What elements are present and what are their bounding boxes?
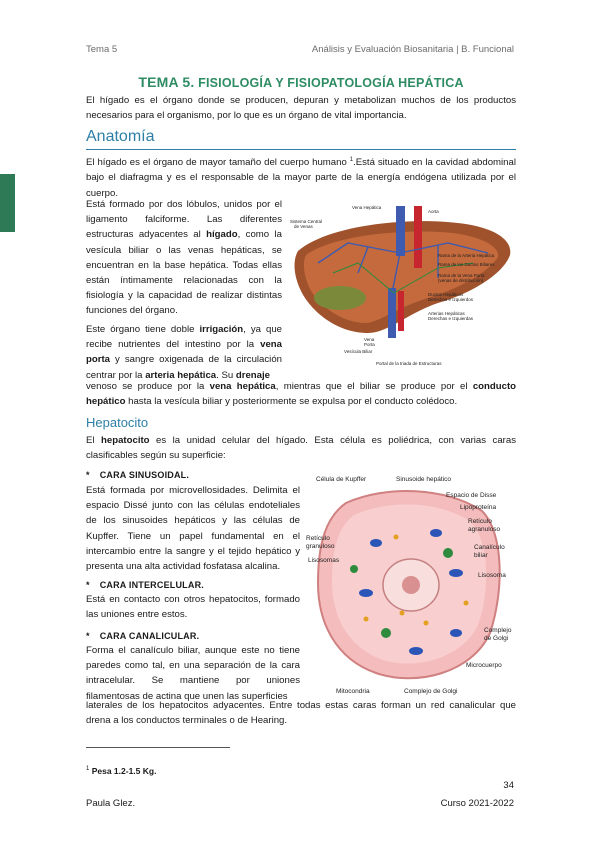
- header-right: Análisis y Evaluación Biosanitaria | B. Funcional: [311, 44, 514, 55]
- footnote: $^1$ Pesa 1.2-1.5 Kg.: [86, 766, 157, 776]
- intro-paragraph: El hígado es el órgano donde se producen, depuran y metabolizan muchos de los productos necesarios para el organismo, por lo que es un órgano de vital importancia.: [86, 95, 516, 122]
- footnote-ref[interactable]: 1: [349, 157, 354, 163]
- label-sistema-central: Sistema Central: [290, 219, 323, 224]
- footer-author: Paula Glez.: [86, 798, 136, 809]
- header-left: Tema 5: [86, 44, 118, 55]
- section-heading-anatomia: Anatomía: [86, 128, 155, 145]
- label-vesicula: Vesícula Biliar: [344, 349, 373, 354]
- label-golgi-bottom: Complejo de Golgi: [404, 688, 458, 695]
- label-reticulo-gr-2: granuloso: [306, 543, 335, 550]
- label-canaliculo-2: biliar: [474, 552, 488, 559]
- label-microcuerpo: Microcuerpo: [466, 662, 502, 669]
- label-mitocondria: Mitocondria: [336, 688, 370, 695]
- label-lipoproteina: Lipoproteína: [460, 504, 497, 511]
- label-lisosoma: Lisosoma: [478, 572, 506, 579]
- section-heading-rule: [86, 149, 516, 150]
- anatomia-paragraph-3-cont: venoso se produce por la vena hepática, mientras que el biliar se produce por el conducto hepático hasta la vesícula biliar y posteriormente se expulsa por el conducto colédoco.: [86, 381, 517, 408]
- anatomia-paragraph-2: Está formado por dos lóbulos, unidos por el ligamento falciforme. Las diferentes estructuras adyacentes al hígado, como la vesícula biliar o las venas hepáticas, se encuentran en la base hepática. Todas ellas están íntimamente relacionadas con la fisiología y la capacidad de realizar distintas funciones del órgano.: [86, 199, 282, 317]
- label-vena-porta-2: Porta: [364, 342, 375, 347]
- title-rest: FISIOLOGÍA Y FISIOPATOLOGÍA HEPÁTICA: [198, 76, 464, 90]
- cara-sinusoidal-text: Está formada por microvellosidades. Delimita el espacio Dissé junto con las células endoteliales de los sinusoides hepáticos y las células de Kupffer. Tiene un papel fundamental en el intercambio entre la sangre y el tejido hepático y presenta una alta actividad fosfatasa alcalina.: [86, 485, 300, 573]
- title-lead: TEMA 5.: [138, 74, 195, 90]
- label-reticulo-agr-2: agranuloso: [468, 526, 501, 533]
- label-ductos: Ductos Hepáticos: [428, 292, 464, 297]
- label-lisosomas: Lisosomas: [308, 557, 340, 564]
- section-heading-hepatocito: Hepatocito: [86, 415, 149, 430]
- label-sinusoide: Sinusoide hepático: [396, 476, 451, 483]
- cara-canalicular-text: Forma el canalículo biliar, aunque este no tiene paredes como tal, en una separación de la cara intracelular. Se mantiene por uniones filamentosas de actina que unen las superficies: [86, 645, 300, 702]
- footer-course: Curso 2021-2022: [440, 798, 514, 809]
- label-arterias-2: Derechas e Izquierdas: [428, 316, 474, 321]
- label-venas-distrib: (venas de distribución): [438, 278, 484, 283]
- label-rama-arteria: Rama de la Arteria Hepática: [438, 253, 495, 258]
- anatomia-paragraph-1: El hígado es el órgano de mayor tamaño del cuerpo humano $^1$.Está situado en la cavidad abdominal bajo el diafragma y es el responsable de la mayor parte de la energía endógena utilizada por el cuerpo.: [86, 157, 516, 199]
- liver-anatomy-figure: [288, 203, 520, 371]
- label-golgi-right-2: de Golgi: [484, 635, 509, 642]
- page-title: [86, 74, 516, 90]
- label-de-venas: de Venas: [294, 224, 313, 229]
- label-rama-ductos: Rama de los Ductos Biliares: [438, 262, 495, 267]
- label-kupffer: Célula de Kupffer: [316, 476, 367, 483]
- cara-canalicular-text-cont: laterales de los hepatocitos adyacentes. Entre todas estas caras forman un red canalicular que drena a los conductos terminales o de Hearing.: [86, 700, 516, 727]
- label-rama-porta: Rama de la Vena Porta: [438, 273, 485, 278]
- anatomia-paragraph-3: Este órgano tiene doble irrigación, ya que recibe nutrientes del intestino por la vena porta y sangre oxigenada de la circulación centrar por la arteria hepática. Su drenaje: [86, 324, 283, 381]
- cara-intercelular-heading: * CARA INTERCELULAR.: [86, 580, 204, 590]
- page-number: 34: [503, 780, 514, 791]
- label-vena-hepatica: Vena Hepática: [352, 205, 382, 210]
- label-golgi-right-1: Complejo: [484, 627, 512, 634]
- label-portal: Portal de la triada de Estructuras: [376, 361, 442, 366]
- hepatocyte-figure: [306, 473, 520, 697]
- cara-canalicular-heading: * CARA CANALICULAR.: [86, 631, 200, 641]
- label-reticulo-agr-1: Retículo: [468, 518, 492, 525]
- label-reticulo-gr-1: Retículo: [306, 535, 330, 542]
- label-disse: Espacio de Disse: [446, 492, 497, 499]
- label-vena-porta-1: Vena: [364, 337, 375, 342]
- footnote-rule: [86, 747, 230, 748]
- label-aorta: Aorta: [428, 209, 439, 214]
- label-canaliculo-1: Canalículo: [474, 544, 505, 551]
- cara-intercelular-text: Está en contacto con otros hepatocitos, formado las uniones entre estos.: [86, 594, 300, 621]
- label-arterias: Arterias Hepáticas: [428, 311, 465, 316]
- hepatocito-intro: El hepatocito es la unidad celular del hígado. Esta célula es poliédrica, con varias caras clasificables según su superficie:: [86, 435, 517, 462]
- label-ductos-2: Derechos e Izquierdos: [428, 297, 474, 302]
- side-tab-marker: [0, 174, 15, 232]
- cara-sinusoidal-heading: * CARA SINUSOIDAL.: [86, 470, 190, 480]
